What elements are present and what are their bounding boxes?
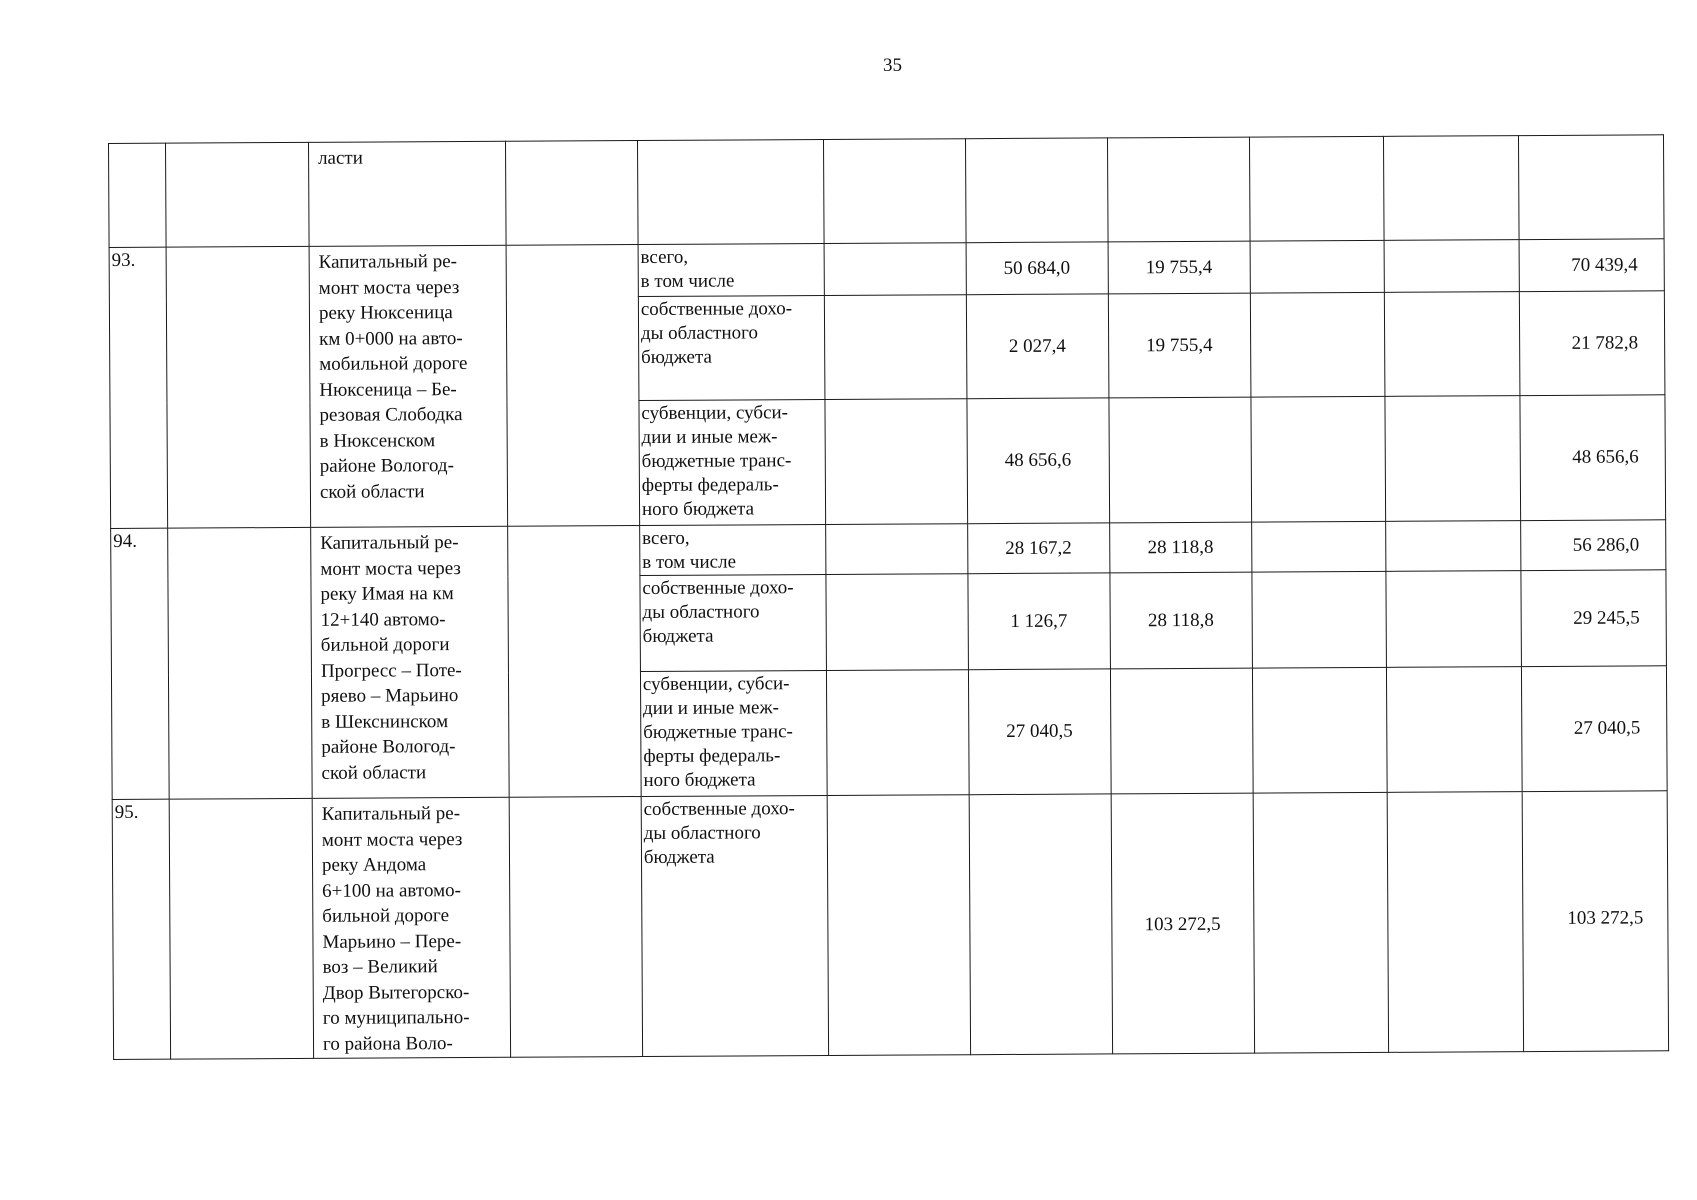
table-row	[111, 520, 1666, 579]
value-year4	[1384, 240, 1519, 293]
value-year1: 2 027,4	[966, 294, 1109, 399]
value-year3	[1253, 792, 1389, 1053]
cell-code	[169, 798, 314, 1059]
budget-table-sheet	[108, 134, 1669, 1118]
value-year2	[1109, 397, 1252, 523]
value-total: 56 286,0	[1520, 520, 1666, 571]
value-year3	[1252, 571, 1387, 668]
cell-blank	[1518, 135, 1664, 240]
cell-no	[109, 143, 166, 247]
cell-blank	[825, 399, 968, 525]
cell-blank	[1384, 136, 1519, 241]
cell-blank	[1249, 136, 1384, 241]
value-year4	[1385, 292, 1520, 397]
value-year2: 103 272,5	[1111, 793, 1254, 1054]
value-total: 29 245,5	[1520, 570, 1666, 667]
value-year3	[1250, 292, 1385, 397]
value-year1: 27 040,5	[968, 669, 1111, 795]
value-year2: 19 755,4	[1108, 241, 1250, 294]
cell-blank	[825, 524, 967, 575]
value-year1: 48 656,6	[967, 398, 1110, 524]
cell-blank	[824, 295, 967, 400]
value-year1: 50 684,0	[966, 242, 1108, 295]
cell-continuation-text: ласти	[308, 141, 505, 246]
value-year3	[1251, 396, 1386, 522]
funding-source: субвенции, субси- дии и иные меж- бюджетные транс- ферты федераль- ного бюджета	[639, 400, 825, 526]
table-row-continuation	[109, 135, 1665, 248]
cell-code	[167, 527, 312, 799]
value-total: 48 656,6	[1520, 395, 1666, 521]
cell-code	[165, 142, 309, 247]
object-name: Капитальный ре- монт моста через реку Нюксеница км 0+000 на авто- мобильной дороге Нюксеница – Бе- резовая Слободка в Нюксенском районе Вологод- ской области	[309, 245, 507, 527]
cell-blank	[826, 574, 969, 671]
value-total: 70 439,4	[1519, 239, 1665, 292]
value-year1: 1 126,7	[968, 573, 1111, 670]
value-year3	[1250, 240, 1385, 293]
table-row	[112, 791, 1668, 1060]
cell-blank	[823, 139, 966, 244]
cell-blank	[507, 526, 641, 798]
value-total: 103 272,5	[1522, 791, 1669, 1052]
table-row	[109, 239, 1664, 300]
funding-source: собственные дохо- ды областного бюджета	[638, 296, 824, 401]
cell-blank	[637, 140, 823, 245]
cell-blank	[506, 245, 640, 527]
funding-source: собственные дохо- ды областного бюджета	[640, 574, 826, 671]
object-name: Капитальный ре- монт моста через реку Андома 6+100 на автомо- бильной дороге Марьино – Пере- воз – Великий Двор Вытегорско- го муниципально- го района Воло-	[312, 797, 510, 1058]
value-year2: 28 118,8	[1110, 572, 1253, 669]
value-year2: 28 118,8	[1109, 522, 1251, 573]
value-year1: 28 167,2	[967, 523, 1109, 574]
value-total: 27 040,5	[1521, 666, 1667, 792]
row-number: 94.	[111, 528, 169, 799]
cell-blank	[827, 795, 970, 1056]
funding-source: собственные дохо- ды областного бюджета	[641, 795, 828, 1056]
value-year3	[1251, 521, 1386, 572]
cell-code	[166, 246, 311, 528]
value-year4	[1387, 667, 1522, 793]
row-number: 95.	[112, 799, 170, 1059]
funding-source: субвенции, субси- дии и иные меж- бюджетные транс- ферты федераль- ного бюджета	[640, 670, 826, 796]
value-year2	[1110, 668, 1253, 794]
cell-blank	[824, 243, 966, 296]
value-year4	[1387, 792, 1523, 1053]
funding-source: всего, в том числе	[640, 525, 826, 576]
object-name: Капитальный ре- монт моста через реку Имая на км 12+140 автомо- бильной дороги Прогресс – Поте- ряево – Марьино в Шекснинском районе Вологод- ской области	[311, 526, 509, 798]
value-year4	[1385, 396, 1520, 522]
value-year2: 19 755,4	[1108, 293, 1251, 398]
value-year3	[1252, 667, 1387, 793]
funding-source: всего, в том числе	[638, 244, 824, 297]
value-year1	[969, 794, 1112, 1055]
value-total: 21 782,8	[1519, 291, 1665, 396]
cell-blank	[965, 138, 1108, 243]
cell-blank	[509, 797, 643, 1058]
cell-blank	[505, 141, 638, 246]
value-year4	[1386, 521, 1521, 572]
row-number: 93.	[109, 247, 167, 528]
value-year4	[1386, 571, 1521, 668]
budget-table	[108, 134, 1669, 1060]
cell-blank	[826, 670, 969, 796]
cell-blank	[1107, 137, 1250, 242]
page-number: 35	[883, 55, 902, 76]
